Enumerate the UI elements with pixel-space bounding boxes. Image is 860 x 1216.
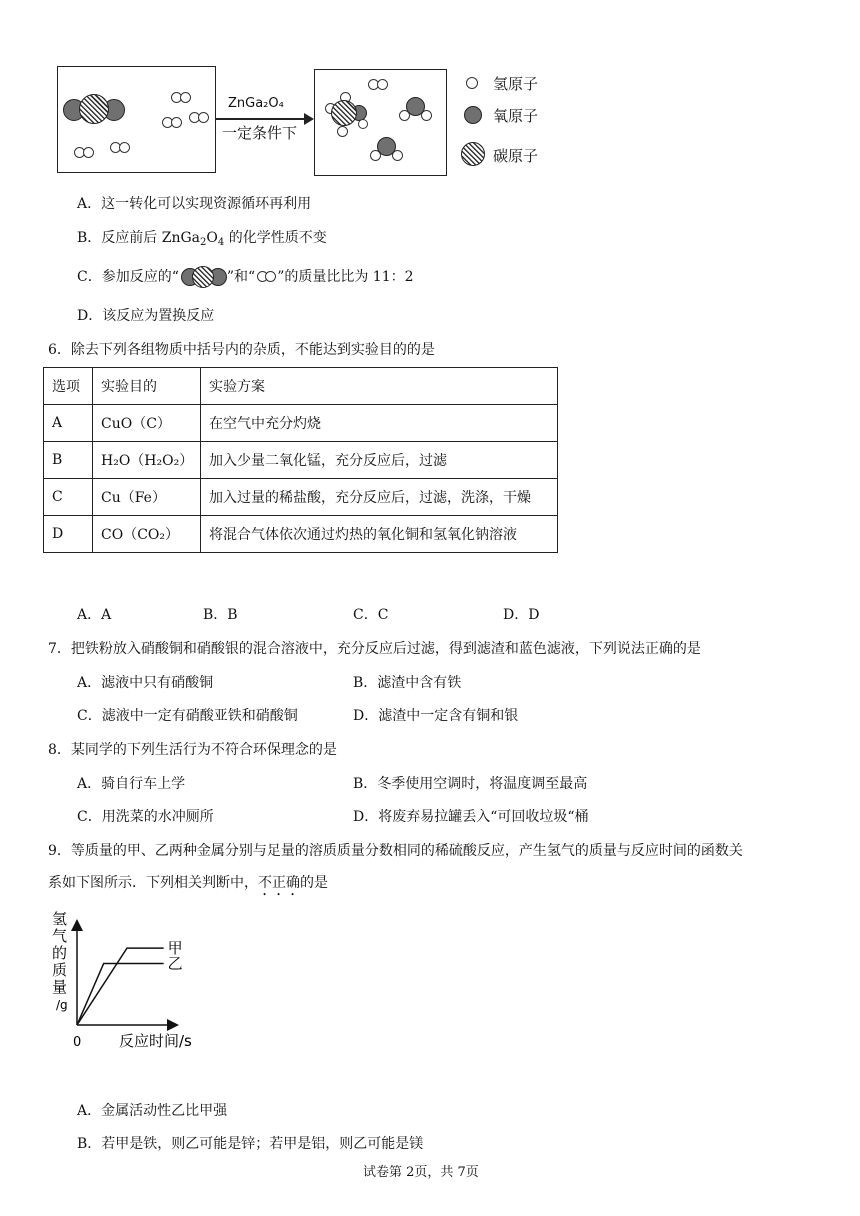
hydrogen-atom-icon (421, 110, 432, 121)
q8-option-a: A．骑自行车上学 (77, 776, 186, 792)
cell-goal: CO（CO₂） (93, 516, 201, 553)
product-box (314, 69, 447, 176)
q7-stem: 7．把铁粉放入硝酸铜和硝酸银的混合溶液中，充分反应后过滤，得到滤渣和蓝色滤液，下列说法正确的是 (48, 641, 701, 657)
table-header-row (44, 368, 558, 405)
q8-stem: 8．某同学的下列生活行为不符合环保理念的是 (48, 742, 337, 758)
legend-oxygen-label: 氧原子 (493, 107, 539, 125)
carbon-atom-icon (331, 100, 357, 126)
q5-option-b-pre: B．反应前后 ZnGa (77, 230, 201, 246)
cell-option: B (44, 442, 93, 479)
q9-option-b: B．若甲是铁，则乙可能是锌；若甲是铝，则乙可能是镁 (77, 1136, 424, 1152)
series-label: 甲 (167, 939, 183, 958)
h2-molecule-icon (255, 271, 277, 283)
cell-plan: 加入过量的稀盐酸，充分反应后，过滤，洗涤，干燥 (201, 479, 558, 516)
q6-option-c: C．C (353, 607, 389, 623)
reaction-arrow-icon (216, 118, 308, 120)
legend-hydrogen-label: 氢原子 (493, 75, 539, 93)
series-label: 乙 (167, 954, 183, 973)
q9-stem2-post: 的是 (300, 875, 328, 891)
cell-goal: CuO（C） (93, 405, 201, 442)
carbon-atom-icon (79, 94, 109, 124)
q5-option-b-sub2: 4 (217, 237, 225, 248)
q9-stem-line1: 9．等质量的甲、乙两种金属分别与足量的溶质质量分数相同的稀硫酸反应，产生氢气的质量与反应时间的函数关 (48, 843, 743, 859)
series-line-yi (77, 963, 164, 1025)
origin-label: 0 (73, 1035, 82, 1050)
q9-stem-line2 (48, 873, 328, 899)
arrow-head-icon (304, 113, 314, 125)
header-goal: 实验目的 (93, 368, 201, 405)
header-plan: 实验方案 (201, 368, 558, 405)
q7-option-d: D．滤渣中一定含有铜和银 (353, 708, 519, 724)
q5-option-b (77, 228, 327, 248)
q9-stem2-pre: 系如下图所示．下列相关判断中， (48, 875, 258, 891)
legend-carbon-label: 碳原子 (493, 147, 539, 165)
q7-option-b: B．滤渣中含有铁 (353, 675, 462, 691)
q5-option-c (77, 266, 414, 288)
q6-option-a: A．A (77, 607, 112, 623)
q8-option-b: B．冬季使用空调时，将温度调至最高 (353, 776, 588, 792)
y-axis-label: 氢气的质量/g (52, 910, 68, 1012)
q5-option-b-sub1: 2 (200, 237, 207, 248)
hydrogen-atom-icon (370, 150, 381, 161)
reactant-box (57, 66, 216, 173)
q6-table (43, 367, 558, 553)
hydrogen-atom-icon (83, 147, 94, 158)
q6-option-d: D．D (503, 607, 540, 623)
q9-option-a: A．金属活动性乙比甲强 (77, 1103, 228, 1119)
q7-option-c: C．滤液中一定有硝酸亚铁和硝酸铜 (77, 708, 298, 724)
cell-goal: H₂O（H₂O₂） (93, 442, 201, 479)
cell-goal: Cu（Fe） (93, 479, 201, 516)
q9-stem2-emphasis: 不正确 (258, 875, 300, 891)
co2-molecule-icon (179, 266, 227, 288)
q8-option-c: C．用洗菜的水冲厕所 (77, 809, 214, 825)
cell-option: C (44, 479, 93, 516)
header-option: 选项 (44, 368, 93, 405)
cell-plan: 加入少量二氧化锰，充分反应后，过滤 (201, 442, 558, 479)
q6-option-b: B．B (203, 607, 238, 623)
table-row (44, 405, 558, 442)
q5-option-a: A．这一转化可以实现资源循环再利用 (77, 196, 312, 212)
q5-option-b-post: 的化学性质不变 (224, 230, 327, 246)
oxygen-atom-icon (464, 106, 482, 124)
q5-option-c-post: ”的质量比比为 11：2 (277, 269, 414, 285)
q6-stem: 6．除去下列各组物质中括号内的杂质，不能达到实验目的的是 (48, 342, 435, 358)
cell-plan: 将混合气体依次通过灼热的氧化铜和氢氧化钠溶液 (201, 516, 558, 553)
carbon-atom-icon (461, 142, 485, 166)
hydrogen-atom-icon (171, 117, 182, 128)
table-row (44, 479, 558, 516)
series-line-jia (77, 948, 164, 1025)
hydrogen-atom-icon (198, 112, 209, 123)
q5-option-c-pre: C．参加反应的“ (77, 269, 179, 285)
table-row (44, 442, 558, 479)
hydrogen-atom-icon (180, 92, 191, 103)
hydrogen-atom-icon (466, 77, 478, 89)
cell-option: D (44, 516, 93, 553)
cell-plan: 在空气中充分灼烧 (201, 405, 558, 442)
hydrogen-mass-chart (44, 912, 244, 1062)
condition-label: 一定条件下 (222, 124, 298, 142)
hydrogen-atom-icon (399, 110, 410, 121)
x-axis-label: 反应时间/s (119, 1032, 192, 1050)
q5-option-c-mid: ”和“ (226, 269, 256, 285)
table-row (44, 516, 558, 553)
q5-option-d: D．该反应为置换反应 (77, 308, 215, 324)
hydrogen-atom-icon (377, 79, 388, 90)
q7-option-a: A．滤液中只有硝酸铜 (77, 675, 214, 691)
q8-option-d: D．将废弃易拉罐丢入“可回收垃圾“桶 (353, 809, 589, 825)
q5-option-b-mid: O (206, 230, 218, 246)
page-footer: 试卷第 2页，共 7页 (363, 1165, 479, 1180)
catalyst-label: ZnGa₂O₄ (228, 96, 284, 111)
hydrogen-atom-icon (119, 142, 130, 153)
hydrogen-atom-icon (392, 150, 403, 161)
hydrogen-atom-icon (358, 119, 368, 129)
hydrogen-atom-icon (337, 126, 348, 137)
cell-option: A (44, 405, 93, 442)
